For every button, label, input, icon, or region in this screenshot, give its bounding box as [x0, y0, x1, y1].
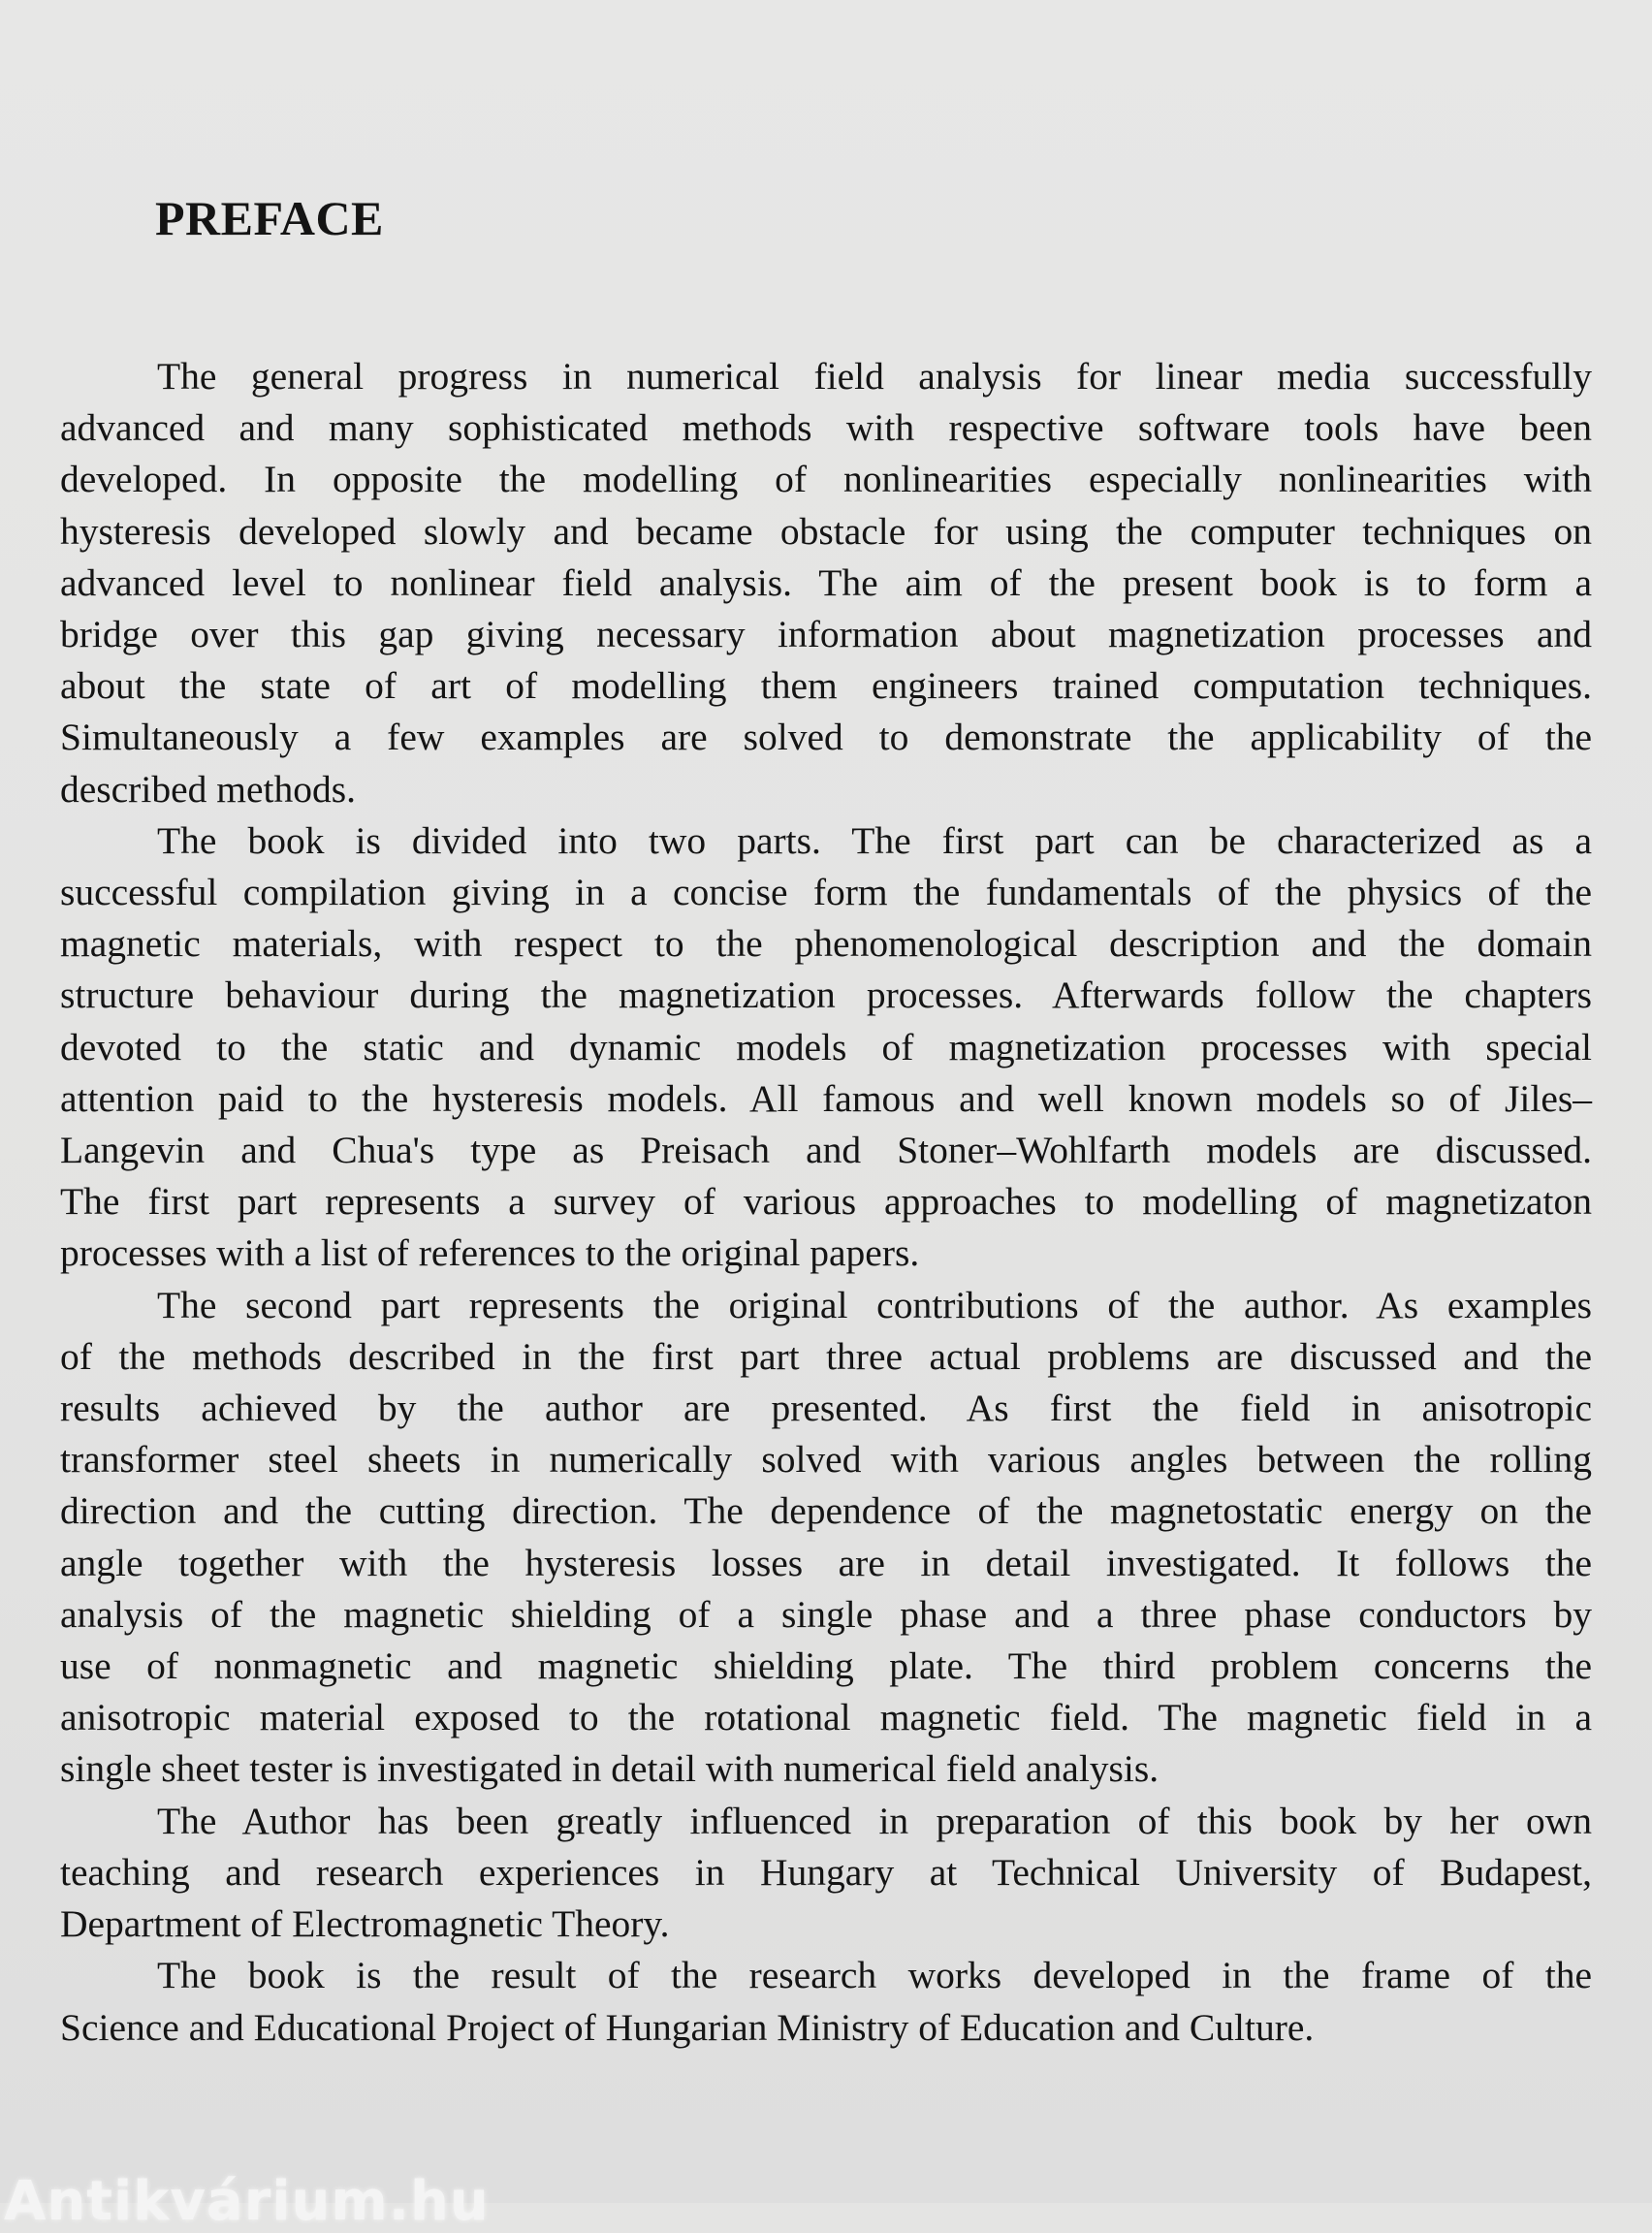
- text-line: developed. In opposite the modelling of nonlinearities especially nonlinearities with: [60, 458, 1592, 501]
- text-line: The book is divided into two parts. The first part can be characterized as a: [157, 818, 1592, 862]
- text-line: The general progress in numerical field analysis for linear media successfully: [157, 355, 1592, 398]
- text-line: single sheet tester is investigated in detail with numerical field analysis.: [60, 1747, 1160, 1791]
- text-line: The first part represents a survey of various approaches to modelling of magnetizaton: [60, 1180, 1592, 1224]
- text-line: described methods.: [60, 767, 356, 811]
- text-line: magnetic materials, with respect to the phenomenological description and the domain: [60, 922, 1592, 966]
- page-title: PREFACE: [155, 191, 384, 245]
- paragraph: [60, 1796, 1592, 1951]
- text-line: Science and Educational Project of Hungarian Ministry of Education and Culture.: [60, 2005, 1315, 2049]
- text-line: The second part represents the original contributions of the author. As examples: [157, 1283, 1592, 1326]
- text-line: advanced level to nonlinear field analysis. The aim of the present book is to form a: [60, 560, 1592, 604]
- paragraph: [60, 815, 1592, 1280]
- text-line: Simultaneously a few examples are solved to demonstrate the applicability of the: [60, 716, 1592, 759]
- text-line: attention paid to the hysteresis models. All famous and well known models so of Jiles–: [60, 1076, 1592, 1120]
- text-line: about the state of art of modelling them engineers trained computation techniques.: [60, 664, 1592, 708]
- text-line: teaching and research experiences in Hungary at Technical University of Budapest,: [60, 1850, 1592, 1894]
- paragraph: [60, 351, 1592, 815]
- text-line: structure behaviour during the magnetization processes. Afterwards follow the chapters: [60, 973, 1592, 1017]
- text-line: angle together with the hysteresis losses are in detail investigated. It follows the: [60, 1541, 1592, 1584]
- text-line: anisotropic material exposed to the rotational magnetic field. The magnetic field in a: [60, 1696, 1592, 1739]
- paragraph: [60, 1280, 1592, 1796]
- text-line: of the methods described in the first part three actual problems are discussed and the: [60, 1334, 1592, 1378]
- text-line: bridge over this gap giving necessary information about magnetization processes and: [60, 613, 1592, 656]
- text-line: Langevin and Chua's type as Preisach and Stoner–Wohlfarth models are discussed.: [60, 1129, 1592, 1172]
- text-line: devoted to the static and dynamic models of magnetization processes with special: [60, 1025, 1592, 1069]
- text-line: direction and the cutting direction. The dependence of the magnetostatic energy on the: [60, 1489, 1592, 1533]
- watermark: Antikvárium.hu: [4, 2170, 490, 2233]
- text-line: successful compilation giving in a concise form the fundamentals of the physics of the: [60, 871, 1592, 914]
- text-line: analysis of the magnetic shielding of a single phase and a three phase conductors by: [60, 1592, 1592, 1636]
- text-line: Department of Electromagnetic Theory.: [60, 1902, 670, 1946]
- text-line: use of nonmagnetic and magnetic shielding plate. The third problem concerns the: [60, 1644, 1592, 1688]
- text-line: The Author has been greatly influenced in preparation of this book by her own: [157, 1799, 1592, 1842]
- paragraph: [60, 1950, 1592, 2053]
- text-line: transformer steel sheets in numerically solved with various angles between the rolling: [60, 1438, 1592, 1482]
- text-line: processes with a list of references to the original papers.: [60, 1231, 920, 1275]
- preface-body: [60, 351, 1592, 2054]
- text-line: The book is the result of the research works developed in the frame of the: [157, 1954, 1592, 1997]
- text-line: hysteresis developed slowly and became obstacle for using the computer techniques on: [60, 509, 1592, 553]
- text-line: results achieved by the author are presented. As first the field in anisotropic: [60, 1387, 1592, 1430]
- text-line: advanced and many sophisticated methods with respective software tools have been: [60, 406, 1592, 450]
